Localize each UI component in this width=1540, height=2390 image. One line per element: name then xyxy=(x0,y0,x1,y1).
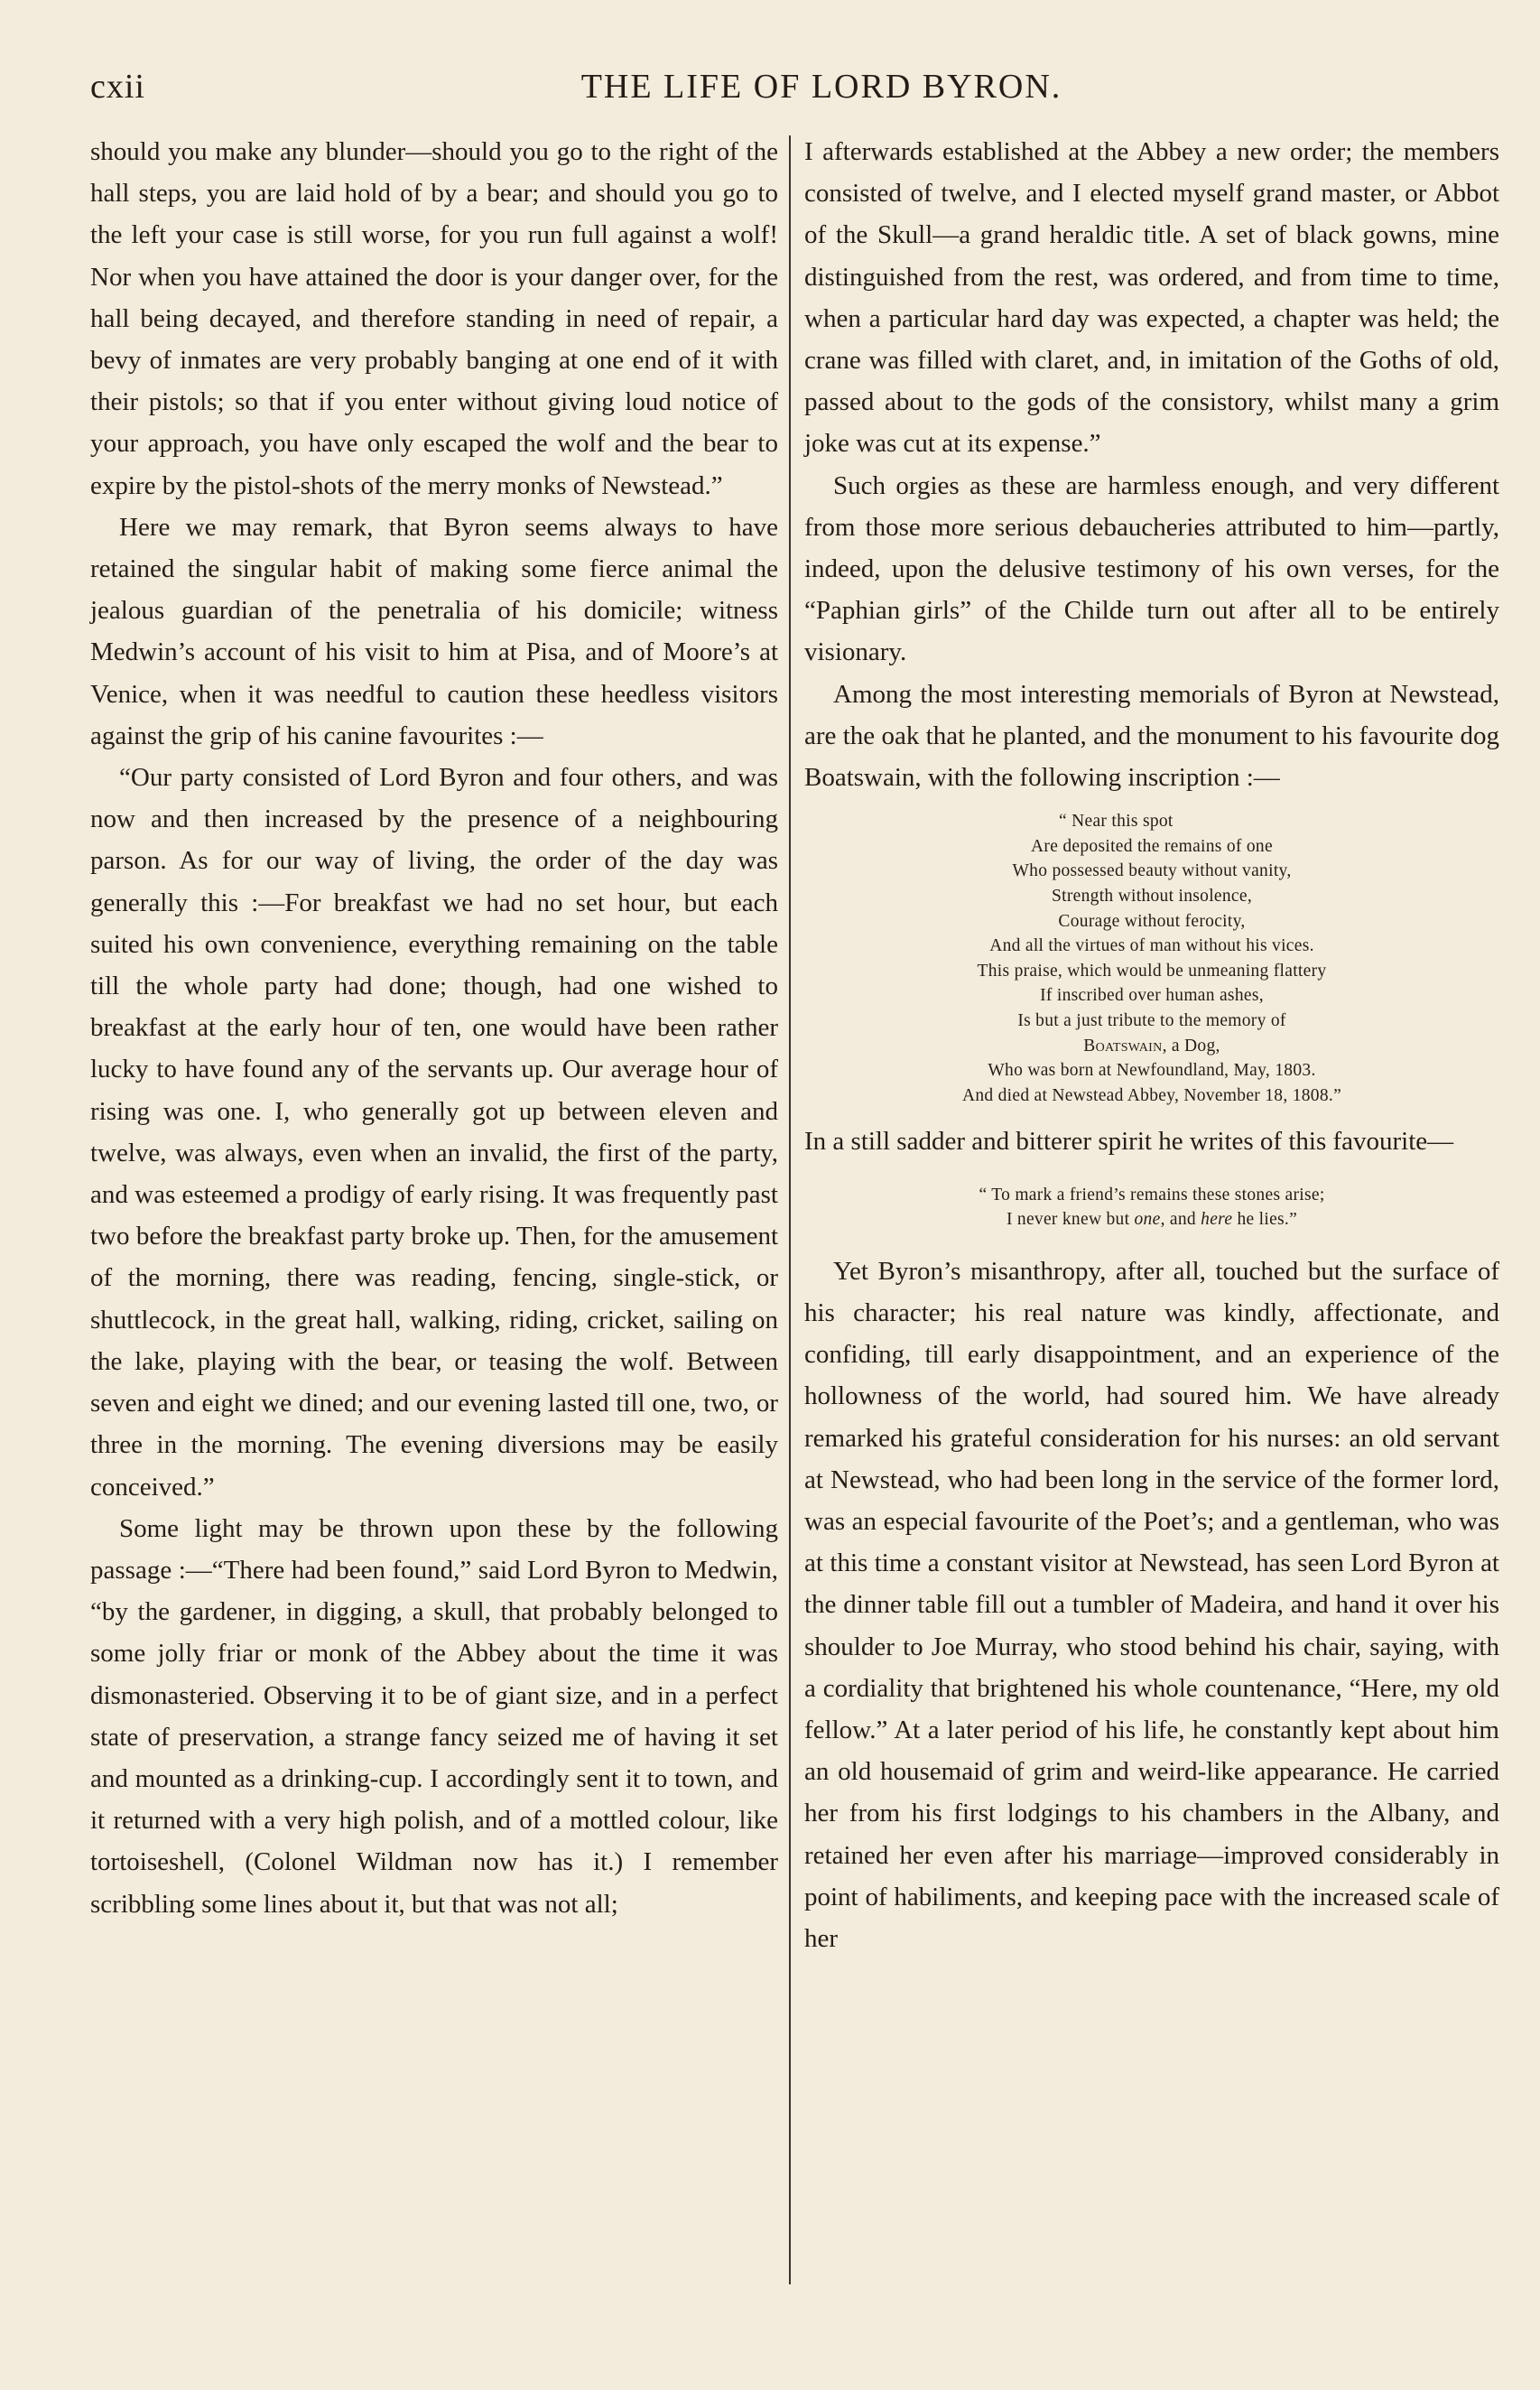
couplet-emphasis: here xyxy=(1201,1210,1233,1230)
column-divider xyxy=(789,135,791,2284)
paragraph: Yet Byron’s misanthropy, after all, touched but the surface of his character; his real nature was kindly, affectionate, and confiding, till early disappointment, and an experience of the hollowness of the world, had soured him. We have already remarked his grateful consideration for his nurses: an old servant at Newstead, who had been long in the service of the former lord, was an especial favourite of the Poet’s; and a gentleman, who was at this time a constant visitor at Newstead, has seen Lord Byron at the dinner table fill out a tumbler of Madeira, and hand it over his shoulder to Joe Murray, who stood behind his chair, saying, with a cordiality that brightened his whole countenance, “Here, my old fellow.” At a later period of his life, he constantly kept about him an old housemaid of grim and weird-like appearance. He carried her from his first lodgings to his chambers in the Albany, and retained her even after his marriage—improved considerably in point of habiliments, and keeping pace with the increased scale of her xyxy=(804,1256,1499,1954)
epitaph-text: , a Dog, xyxy=(1162,1036,1220,1056)
running-title: THE LIFE OF LORD BYRON. xyxy=(580,68,1062,106)
couplet-text: I never knew but xyxy=(1006,1210,1135,1230)
epitaph-line xyxy=(804,1034,1499,1059)
epitaph-line: Courage without ferocity, xyxy=(1058,911,1246,931)
couplet-text: he lies.” xyxy=(1232,1210,1298,1230)
couplet-text: , and xyxy=(1160,1210,1201,1230)
paragraph: Among the most interesting memorials of Byron at Newstead, are the oak that he planted, and the monument to his favourite dog Boatswain, with the following inscription :— xyxy=(804,679,1499,793)
page-number: cxii xyxy=(90,68,145,106)
right-column xyxy=(804,131,1499,1959)
paragraph: should you make any blunder—should you go to the right of the hall steps, you are laid hold of by a bear; and should you go to the left your case is still worse, for you run full against a wolf! Nor when you have attained the door is your danger over, for the hall being decayed, and therefore standing in need of repair, a bevy of inmates are very probably banging at one end of it with their pistols; so that if you enter without giving loud notice of your approach, you have only escaped the wolf and the bear to expire by the pistol-shots of the merry monks of Newstead.” xyxy=(90,137,778,500)
epitaph-line: Are deposited the remains of one xyxy=(1031,836,1273,856)
epitaph-line: And all the virtues of man without his vices. xyxy=(989,936,1314,956)
couplet-line xyxy=(804,1207,1499,1232)
epitaph-line: Who possessed beauty without vanity, xyxy=(1012,861,1292,881)
epitaph-line: Who was born at Newfoundland, May, 1803. xyxy=(988,1061,1316,1081)
paragraph: I afterwards established at the Abbey a new order; the members consisted of twelve, and I elected myself grand master, or Abbot of the Skull—a grand heraldic title. A set of black gowns, mine distinguished from the rest, was ordered, and from time to time, when a particular hard day was expected, a chapter was held; the crane was filled with claret, and, in imitation of the Goths of old, passed about to the gods of the consistory, whilst many a grim joke was cut at its expense.” xyxy=(804,137,1499,459)
paragraph: “Our party consisted of Lord Byron and four others, and was now and then increased by the presence of a neighbouring parson. As for our way of living, the order of the day was generally this :—For breakfast we had no set hour, but each suited his own convenience, everything remaining on the table till the whole party had done; though, had one wished to breakfast at the early hour of ten, one would have been rather lucky to have found any of the servants up. Our average hour of rising was one. I, who generally got up between eleven and twelve, was always, even when an invalid, the first of the party, and was esteemed a prodigy of early rising. It was frequently past two before the breakfast party broke up. Then, for the amusement of the morning, there was reading, fencing, single-stick, or shuttlecock, in the great hall, walking, riding, cricket, sailing on the lake, playing with the bear, or teasing the wolf. Between seven and eight we dined; and our evening lasted till one, two, or three in the morning. The evening diversions may be easily conceived.” xyxy=(90,763,778,1502)
epitaph-line: And died at Newstead Abbey, November 18, 1808.” xyxy=(961,1085,1342,1105)
couplet xyxy=(804,1183,1499,1232)
paragraph: Here we may remark, that Byron seems always to have retained the singular habit of making some fierce animal the jealous guardian of the penetralia of his domicile; witness Medwin’s account of his visit to him at Pisa, and of Moore’s at Venice, when it was needful to caution these heedless visitors against the grip of his canine favourites :— xyxy=(90,512,778,750)
paragraph: In a still sadder and bitterer spirit he writes of this favourite— xyxy=(804,1127,1454,1157)
epitaph-line: This praise, which would be unmeaning flattery xyxy=(977,961,1327,981)
dog-name: Boatswain xyxy=(1083,1036,1163,1056)
left-column xyxy=(90,131,778,1925)
epitaph-inscription xyxy=(804,809,1499,1108)
epitaph-line: Is but a just tribute to the memory of xyxy=(1017,1011,1286,1030)
page-header xyxy=(90,63,1471,108)
paragraph: Some light may be thrown upon these by the following passage :—“There had been found,” said Lord Byron to Medwin, “by the gardener, in digging, a skull, that probably belonged to some jolly friar or monk of the Abbey about the time it was dismonasteried. Observing it to be of giant size, and in a perfect state of preservation, a strange fancy seized me of having it set and mounted as a drinking-cup. I accordingly sent it to town, and it returned with a very high polish, and of a mottled colour, like tortoiseshell, (Colonel Wildman now has it.) I remember scribbling some lines about it, but that was not all; xyxy=(90,1513,778,1919)
epitaph-line: If inscribed over human ashes, xyxy=(1040,986,1264,1006)
couplet-emphasis: one xyxy=(1134,1210,1161,1230)
epitaph-line: “ Near this spot xyxy=(1059,812,1174,832)
paragraph: Such orgies as these are harmless enough, and very different from those more serious debaucheries attributed to him—partly, indeed, upon the delusive testimony of his own verses, for the “Paphian girls” of the Childe turn out after all to be entirely visionary. xyxy=(804,470,1499,667)
epitaph-line: Strength without insolence, xyxy=(1051,887,1253,907)
couplet-line: “ To mark a friend’s remains these stones arise; xyxy=(979,1185,1325,1204)
